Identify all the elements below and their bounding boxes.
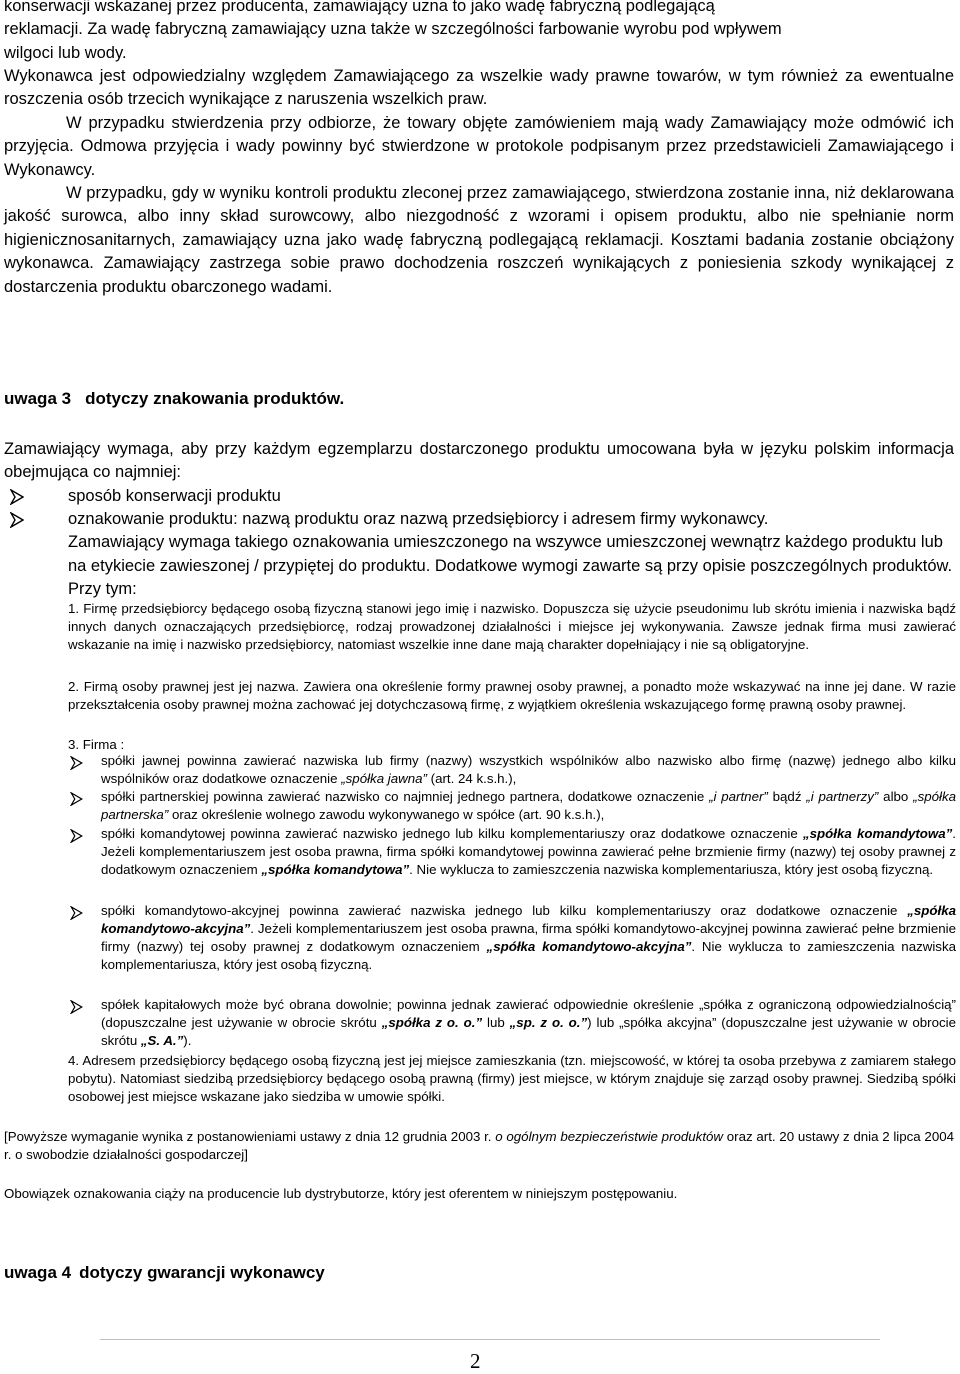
arrow-bullet-icon — [10, 512, 24, 528]
item-2-firma-osoby-prawnej: 2. Firmą osoby prawnej jest jej nazwa. Zawiera ona określenie formy prawnej osoby prawnej, a ponadto może wskazywać na inne jej dane. W razie przekształcenia osoby prawnej można zachować jej dotychczasową firmę, z wyjątkiem określenia wskazującego formę prawną osoby prawnej. — [68, 679, 956, 713]
paragraph-kontrola: W przypadku, gdy w wyniku kontroli produktu zleconej przez zamawiającego, stwierdzona zostanie inna, niż deklarowana jakość surowca, albo inny skład surowcowy, albo niezgodność z wzorami i opisem produktu, albo nie spełnianie norm higienicznosanitarnych, zamawiający uzna jako wadę fabryczną podlegającą reklamacji. Kosztami badania zostanie obciążony wykonawca. Zamawiający zastrzega sobie prawo dochodzenia roszczeń wynikających z poniesienia szkody wynikającej z dostarczenia produktu obarczonego wadami. — [4, 184, 955, 296]
arrow-bullet-icon — [70, 756, 84, 772]
obligation-note: Obowiązek oznakowania ciąży na producencie lub dystrybutorze, który jest oferentem w niniejszym postępowaniu. — [4, 1186, 678, 1201]
firma-spolka-jawna: spółki jawnej powinna zawierać nazwiska lub firmy (nazwy) wszystkich wspólników albo nazwisko albo firmę (nazwę) jednego albo kilku wspólników oraz dodatkowe oznaczenie „spółka jawna” (art. 24 k.s.h.), — [101, 753, 956, 787]
firma-spolki-kapitalowe: spółek kapitałowych może być obrana dowolnie; powinna jednak zawierać odpowiednie określenie „spółka z ograniczoną odpowiedzialnością” (dopuszczalne jest używanie w obrocie skrótu „spółka z o. o.” lub „sp. z o. o.”) lub „spółka akcyjna” (dopuszczalne jest używanie w obrocie skrótu „S. A.”). — [101, 997, 956, 1049]
item-1-firma-osoby-fizycznej: 1. Firmę przedsiębiorcy będącego osobą fizyczną stanowi jego imię i nazwisko. Dopuszcza się użycie pseudonimu lub skrótu imienia i nazwiska bądź innych danych oznaczających przedsiębiorcę, rodzaj prowadzonej działalności i miejsce jej wykonywania. Zawsze jednak firma musi zawierać wskazanie na imię i nazwisko przedsiębiorcy, natomiast wszelkie inne dane mają charakter dopełniający i nie są obligatoryjne. — [68, 601, 957, 653]
item-4-adres: 4. Adresem przedsiębiorcy będącego osobą fizyczną jest jej miejsce zamieszkania (tzn. miejscowość, w której ta osoba przebywa z zamiarem stałego pobytu). Natomiast siedzibą przedsiębiorcy będącego osobą prawną (firmy) jest miejsce, w którym znajduje się zarząd osoby prawnej. Siedzibą spółki osobowej jest miejsce wskazane jako siedziba w umowie spółki. — [68, 1053, 956, 1105]
firma-spolka-komandytowa: spółki komandytowej powinna zawierać nazwisko jednego lub kilku komplementariuszy oraz dodatkowe oznaczenie „spółka komandytowa”. Jeżeli komplementariuszem jest osoba prawna, firma spółki komandytowej powinna zawierać pełne brzmienie firmy (nazwy) tej osoby prawnej z dodatkowym oznaczeniem „spółka komandytowa”. Nie wyklucza to zamieszczenia nazwiska komplementariusza, który jest osobą fizyczną. — [101, 826, 956, 878]
intro-znakowanie: Zamawiający wymaga, aby przy każdym egzemplarzu dostarczonego produktu umocowana była w języku polskim informacja obejmująca co najmniej: — [4, 440, 954, 482]
heading-uwaga-3: uwaga 3 dotyczy znakowania produktów. — [4, 389, 345, 408]
page-number: 2 — [470, 1349, 481, 1373]
arrow-bullet-icon — [70, 1000, 84, 1016]
arrow-bullet-icon — [70, 829, 84, 845]
arrow-bullet-icon — [70, 792, 84, 808]
legal-basis-note: [Powyższe wymaganie wynika z postanowieniami ustawy z dnia 12 grudnia 2003 r. o ogólnym bezpieczeństwie produktów oraz art. 20 ustawy z dnia 2 lipca 2004 r. o swobodzie działalności gospodarczej] — [4, 1129, 955, 1163]
arrow-bullet-icon — [10, 489, 24, 505]
item-3-label: 3. Firma : — [68, 737, 125, 752]
heading-uwaga-4: uwaga 4 dotyczy gwarancji wykonawcy — [4, 1263, 325, 1282]
top-line-1: konserwacji wskazanej przez producenta, zamawiający uzna to jako wadę fabryczną podlegającą — [4, 0, 715, 15]
footer-divider — [100, 1339, 880, 1340]
bullet-konserwacja: sposób konserwacji produktu — [68, 487, 281, 505]
bullet-oznakowanie: oznakowanie produktu: nazwą produktu oraz nazwą przedsiębiorcy i adresem firmy wykonawcy. Zamawiający wymaga takiego oznakowania umieszczonego na wszywce umieszczonej wewnątrz każdego produktu lub na etykiecie zawieszonej / przypiętej do produktu. Dodatkowe wymogi zawarte są przy opisie poszczególnych produktów. Przy tym: — [68, 510, 953, 599]
top-paragraph — [4, 0, 954, 65]
paragraph-wykonawca: Wykonawca jest odpowiedzialny względem Zamawiającego za wszelkie wady prawne towarów, w tym również za ewentualne roszczenia osób trzecich wynikające z naruszenia wszelkich praw. — [4, 67, 954, 109]
arrow-bullet-icon — [70, 906, 84, 922]
top-line-3: wilgoci lub wody. — [4, 43, 127, 62]
firma-spolka-partnerska: spółki partnerskiej powinna zawierać nazwisko co najmniej jednego partnera, dodatkowe oznaczenie „i partner” bądź „i partnerzy” albo „spółka partnerska” oraz określenie wolnego zawodu wykonywanego w spółce (art. 90 k.s.h.), — [101, 789, 957, 823]
top-line-2: reklamacji. Za wadę fabryczną zamawiający uzna także w szczególności farbowanie wyrobu pod wpływem — [4, 20, 782, 39]
paragraph-odbior: W przypadku stwierdzenia przy odbiorze, że towary objęte zamówieniem mają wady Zamawiający może odmówić ich przyjęcia. Odmowa przyjęcia i wady powinny być stwierdzone w protokole podpisanym przez przedstawicieli Zamawiającego i Wykonawcy. — [4, 114, 954, 179]
firma-spolka-komandytowo-akcyjna: spółki komandytowo-akcyjnej powinna zawierać nazwiska jednego lub kilku komplementariuszy oraz dodatkowe oznaczenie „spółka komandytowo-akcyjna”. Jeżeli komplementariuszem jest osoba prawna, firma spółki komandytowo-akcyjnej powinna zawierać pełne brzmienie firmy (nazwy) tej osoby prawnej z dodatkowym oznaczeniem „spółka komandytowo-akcyjna”. Nie wyklucza to zamieszczenia nazwiska komplementariusza, który jest osobą fizyczną. — [101, 903, 956, 973]
